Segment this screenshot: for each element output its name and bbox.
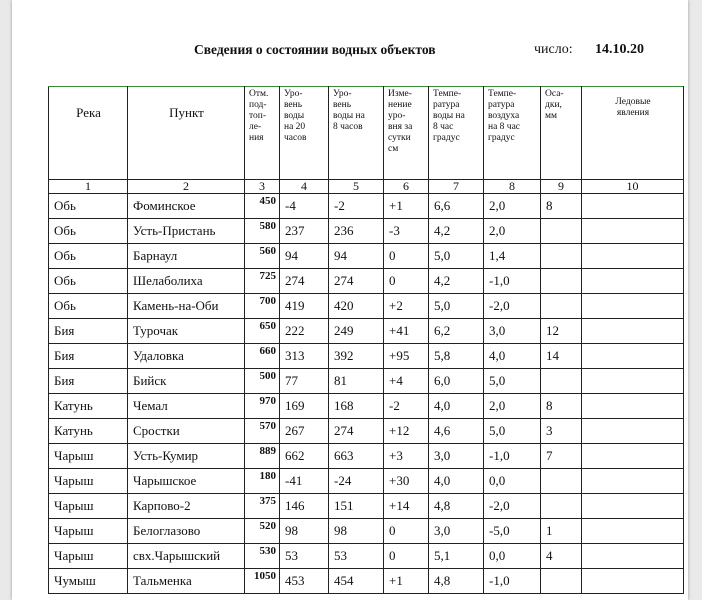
cell-flood-mark: 530: [245, 544, 280, 569]
cell-precipitation: 8: [541, 194, 582, 219]
cell-level-change: +14: [384, 494, 429, 519]
cell-water-temp: 4,8: [429, 494, 484, 519]
table-row: [49, 294, 684, 319]
cell-level-20h: 453: [280, 569, 329, 594]
cell-precipitation: 7: [541, 444, 582, 469]
header-row: [49, 87, 684, 180]
cell-flood-mark: 650: [245, 319, 280, 344]
cell-level-change: 0: [384, 544, 429, 569]
document-page: [12, 0, 688, 600]
table-row: [49, 469, 684, 494]
cell-level-20h: -4: [280, 194, 329, 219]
cell-water-temp: 3,0: [429, 444, 484, 469]
cell-ice: [582, 419, 684, 444]
cell-point: Тальменка: [128, 569, 245, 594]
cell-point: Удаловка: [128, 344, 245, 369]
cell-level-20h: 98: [280, 519, 329, 544]
col-header-ice: Ледовые явления: [582, 87, 684, 180]
cell-air-temp: -2,0: [484, 494, 541, 519]
cell-water-temp: 5,8: [429, 344, 484, 369]
cell-air-temp: 3,0: [484, 319, 541, 344]
cell-level-change: +95: [384, 344, 429, 369]
cell-air-temp: 1,4: [484, 244, 541, 269]
table-row: [49, 319, 684, 344]
cell-level-8h: -24: [329, 469, 384, 494]
col-number: 4: [280, 180, 329, 194]
table-row: [49, 519, 684, 544]
cell-river: Чарыш: [49, 519, 128, 544]
cell-river: Чарыш: [49, 444, 128, 469]
cell-ice: [582, 194, 684, 219]
cell-point: Камень-на-Оби: [128, 294, 245, 319]
cell-level-change: +4: [384, 369, 429, 394]
cell-ice: [582, 544, 684, 569]
cell-precipitation: [541, 469, 582, 494]
cell-air-temp: -5,0: [484, 519, 541, 544]
table-row: [49, 194, 684, 219]
cell-water-temp: 6,2: [429, 319, 484, 344]
col-header-level-20h: Уро- вень воды на 20 часов: [280, 87, 329, 180]
cell-level-8h: 454: [329, 569, 384, 594]
cell-level-change: -3: [384, 219, 429, 244]
cell-level-20h: 419: [280, 294, 329, 319]
cell-ice: [582, 519, 684, 544]
cell-level-8h: 168: [329, 394, 384, 419]
cell-river: Обь: [49, 244, 128, 269]
cell-ice: [582, 319, 684, 344]
table-row: [49, 494, 684, 519]
cell-flood-mark: 660: [245, 344, 280, 369]
cell-point: Чарышское: [128, 469, 245, 494]
cell-precipitation: 3: [541, 419, 582, 444]
cell-level-20h: 169: [280, 394, 329, 419]
cell-level-change: 0: [384, 269, 429, 294]
cell-river: Чарыш: [49, 544, 128, 569]
cell-ice: [582, 494, 684, 519]
cell-level-20h: 146: [280, 494, 329, 519]
col-number: 3: [245, 180, 280, 194]
cell-ice: [582, 444, 684, 469]
cell-air-temp: 2,0: [484, 219, 541, 244]
cell-point: Фоминское: [128, 194, 245, 219]
cell-precipitation: [541, 494, 582, 519]
cell-river: Обь: [49, 219, 128, 244]
cell-point: Усть-Кумир: [128, 444, 245, 469]
cell-point: Чемал: [128, 394, 245, 419]
table-row: [49, 394, 684, 419]
cell-precipitation: 14: [541, 344, 582, 369]
cell-level-8h: 98: [329, 519, 384, 544]
cell-river: Чарыш: [49, 494, 128, 519]
cell-level-8h: 663: [329, 444, 384, 469]
cell-air-temp: -1,0: [484, 569, 541, 594]
cell-air-temp: 4,0: [484, 344, 541, 369]
document-title: Сведения о состоянии водных объектов: [194, 42, 436, 57]
cell-flood-mark: 520: [245, 519, 280, 544]
cell-ice: [582, 344, 684, 369]
cell-level-change: 0: [384, 244, 429, 269]
cell-air-temp: 5,0: [484, 369, 541, 394]
cell-river: Катунь: [49, 419, 128, 444]
cell-level-20h: 53: [280, 544, 329, 569]
cell-precipitation: [541, 244, 582, 269]
cell-level-change: +12: [384, 419, 429, 444]
col-header-level-change: Изме- нение уро- вня за сутки см: [384, 87, 429, 180]
cell-level-8h: 151: [329, 494, 384, 519]
table-row: [49, 419, 684, 444]
cell-level-8h: 53: [329, 544, 384, 569]
cell-ice: [582, 269, 684, 294]
cell-precipitation: [541, 269, 582, 294]
cell-water-temp: 4,2: [429, 219, 484, 244]
cell-precipitation: 1: [541, 519, 582, 544]
cell-flood-mark: 1050: [245, 569, 280, 594]
cell-water-temp: 3,0: [429, 519, 484, 544]
cell-point: Турочак: [128, 319, 245, 344]
cell-air-temp: -1,0: [484, 269, 541, 294]
cell-level-8h: 274: [329, 269, 384, 294]
cell-precipitation: 8: [541, 394, 582, 419]
cell-ice: [582, 394, 684, 419]
cell-ice: [582, 244, 684, 269]
table-body: [49, 194, 684, 594]
cell-point: Карпово-2: [128, 494, 245, 519]
cell-precipitation: 4: [541, 544, 582, 569]
cell-water-temp: 4,0: [429, 394, 484, 419]
table-row: [49, 244, 684, 269]
cell-level-20h: 222: [280, 319, 329, 344]
cell-air-temp: 2,0: [484, 194, 541, 219]
cell-river: Обь: [49, 294, 128, 319]
cell-ice: [582, 369, 684, 394]
cell-river: Обь: [49, 269, 128, 294]
cell-level-change: +3: [384, 444, 429, 469]
cell-ice: [582, 569, 684, 594]
cell-precipitation: [541, 219, 582, 244]
cell-level-change: +1: [384, 569, 429, 594]
col-header-water-temp: Темпе- ратура воды на 8 час градус: [429, 87, 484, 180]
cell-air-temp: -2,0: [484, 294, 541, 319]
cell-precipitation: [541, 569, 582, 594]
cell-level-20h: 94: [280, 244, 329, 269]
cell-level-20h: 313: [280, 344, 329, 369]
water-objects-table: [48, 86, 684, 594]
cell-level-change: -2: [384, 394, 429, 419]
date-label: число:: [534, 42, 573, 57]
table-row: [49, 569, 684, 594]
col-number: 7: [429, 180, 484, 194]
cell-level-20h: 267: [280, 419, 329, 444]
cell-point: Усть-Пристань: [128, 219, 245, 244]
cell-point: Барнаул: [128, 244, 245, 269]
cell-air-temp: 2,0: [484, 394, 541, 419]
cell-river: Бия: [49, 344, 128, 369]
col-number: 8: [484, 180, 541, 194]
cell-water-temp: 5,0: [429, 294, 484, 319]
cell-level-8h: 94: [329, 244, 384, 269]
col-number: 10: [582, 180, 684, 194]
col-number: 2: [128, 180, 245, 194]
cell-level-8h: 392: [329, 344, 384, 369]
cell-air-temp: -1,0: [484, 444, 541, 469]
cell-water-temp: 4,8: [429, 569, 484, 594]
cell-river: Бия: [49, 369, 128, 394]
cell-level-8h: -2: [329, 194, 384, 219]
cell-river: Чарыш: [49, 469, 128, 494]
cell-flood-mark: 375: [245, 494, 280, 519]
cell-water-temp: 4,0: [429, 469, 484, 494]
cell-point: Белоглазово: [128, 519, 245, 544]
cell-river: Бия: [49, 319, 128, 344]
cell-air-temp: 5,0: [484, 419, 541, 444]
col-header-air-temp: Темпе- ратура воздуха на 8 час градус: [484, 87, 541, 180]
col-header-point: Пункт: [128, 87, 245, 180]
date-value: 14.10.20: [595, 42, 644, 57]
cell-level-8h: 236: [329, 219, 384, 244]
cell-water-temp: 4,6: [429, 419, 484, 444]
cell-air-temp: 0,0: [484, 544, 541, 569]
col-header-level-8h: Уро- вень воды на 8 часов: [329, 87, 384, 180]
cell-level-20h: -41: [280, 469, 329, 494]
cell-flood-mark: 450: [245, 194, 280, 219]
cell-flood-mark: 180: [245, 469, 280, 494]
cell-level-change: +30: [384, 469, 429, 494]
table-row: [49, 369, 684, 394]
cell-precipitation: [541, 294, 582, 319]
cell-point: Шелаболиха: [128, 269, 245, 294]
cell-level-8h: 274: [329, 419, 384, 444]
table-row: [49, 344, 684, 369]
cell-flood-mark: 700: [245, 294, 280, 319]
cell-level-20h: 237: [280, 219, 329, 244]
col-number: 9: [541, 180, 582, 194]
table-row: [49, 444, 684, 469]
cell-water-temp: 4,2: [429, 269, 484, 294]
col-number: 6: [384, 180, 429, 194]
cell-ice: [582, 219, 684, 244]
cell-level-8h: 249: [329, 319, 384, 344]
cell-flood-mark: 725: [245, 269, 280, 294]
col-number: 5: [329, 180, 384, 194]
cell-level-8h: 81: [329, 369, 384, 394]
cell-level-20h: 274: [280, 269, 329, 294]
cell-point: Сростки: [128, 419, 245, 444]
cell-water-temp: 5,0: [429, 244, 484, 269]
cell-flood-mark: 889: [245, 444, 280, 469]
col-header-flood-mark: Отм. под- топ- ле- ния: [245, 87, 280, 180]
cell-flood-mark: 970: [245, 394, 280, 419]
document-header: [12, 42, 688, 62]
column-number-row: [49, 180, 684, 194]
table-row: [49, 544, 684, 569]
cell-river: Катунь: [49, 394, 128, 419]
cell-point: Бийск: [128, 369, 245, 394]
cell-ice: [582, 294, 684, 319]
cell-ice: [582, 469, 684, 494]
cell-level-change: +2: [384, 294, 429, 319]
cell-river: Чумыш: [49, 569, 128, 594]
col-header-river: Река: [49, 87, 128, 180]
cell-level-20h: 662: [280, 444, 329, 469]
cell-level-change: 0: [384, 519, 429, 544]
cell-point: свх.Чарышский: [128, 544, 245, 569]
col-number: 1: [49, 180, 128, 194]
cell-level-change: +1: [384, 194, 429, 219]
col-header-precipitation: Оса- дки, мм: [541, 87, 582, 180]
cell-flood-mark: 580: [245, 219, 280, 244]
cell-water-temp: 6,0: [429, 369, 484, 394]
cell-precipitation: 12: [541, 319, 582, 344]
cell-flood-mark: 570: [245, 419, 280, 444]
table-row: [49, 269, 684, 294]
cell-flood-mark: 500: [245, 369, 280, 394]
cell-flood-mark: 560: [245, 244, 280, 269]
table-row: [49, 219, 684, 244]
cell-river: Обь: [49, 194, 128, 219]
cell-water-temp: 5,1: [429, 544, 484, 569]
cell-air-temp: 0,0: [484, 469, 541, 494]
cell-water-temp: 6,6: [429, 194, 484, 219]
cell-precipitation: [541, 369, 582, 394]
cell-level-20h: 77: [280, 369, 329, 394]
cell-level-8h: 420: [329, 294, 384, 319]
cell-level-change: +41: [384, 319, 429, 344]
